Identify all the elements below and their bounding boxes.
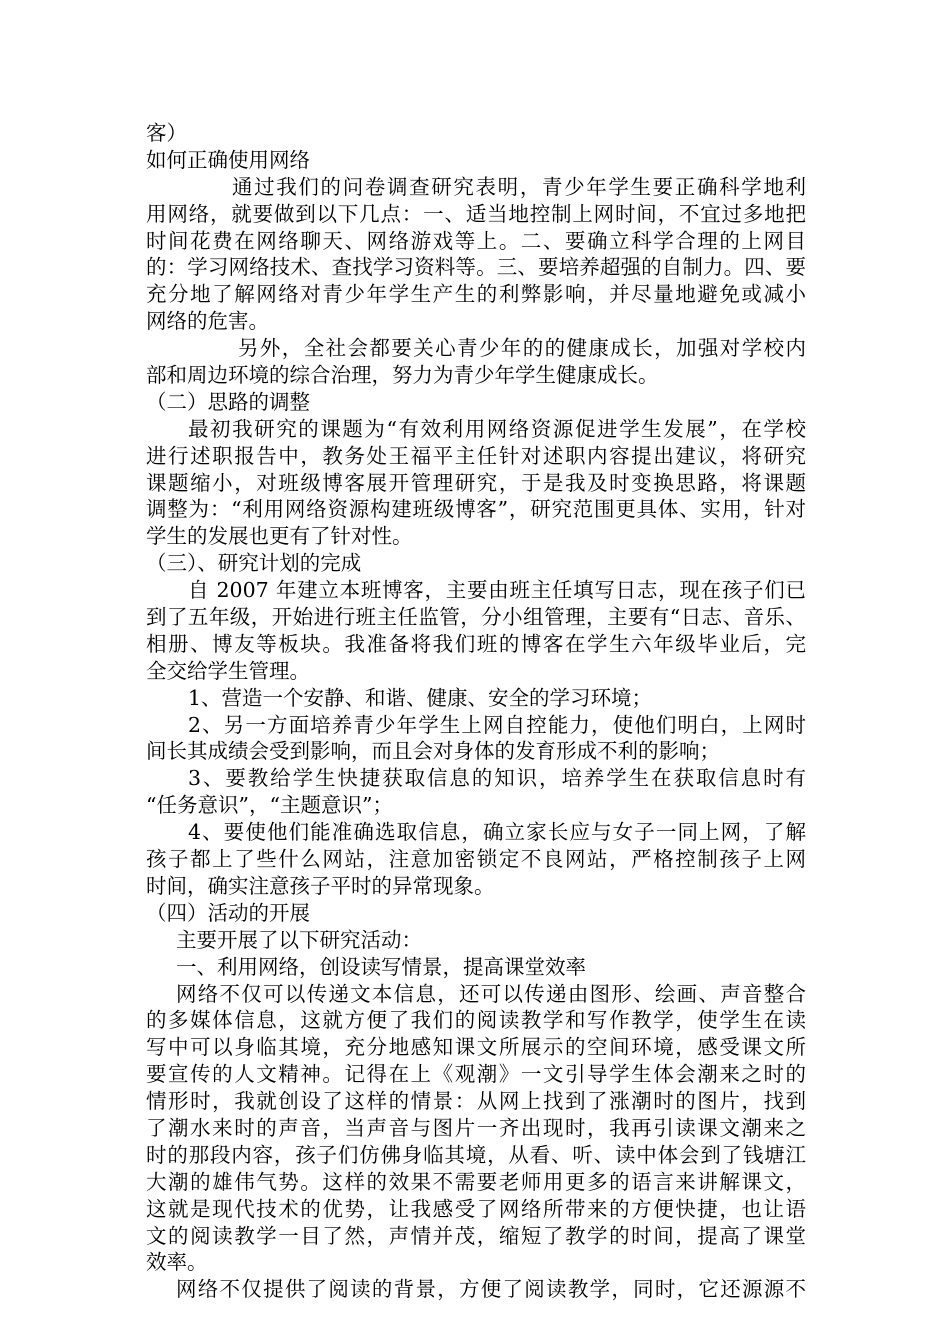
- text-line: 情形时，我就创设了这样的情景：从网上找到了涨潮时的图片，找到: [146, 1089, 806, 1114]
- text-line: 进行述职报告中，教务处王福平主任针对述职内容提出建议，将研究: [146, 443, 806, 468]
- text-line: 写中可以身临其境，充分地感知课文所展示的空间环境，感受课文所: [146, 1035, 806, 1060]
- text-line: 一、利用网络，创设读写情景，提高课堂效率: [176, 954, 586, 979]
- text-line: 文的阅读教学一目了然，声情并茂，缩短了教学的时间，提高了课堂: [146, 1223, 806, 1248]
- text-line: “任务意识”，“主题意识”；: [146, 793, 393, 818]
- text-line: 孩子都上了些什么网站，注意加密锁定不良网站，严格控制孩子上网: [146, 847, 806, 872]
- text-line: 的多媒体信息，这就方便了我们的阅读教学和写作教学，使学生在读: [146, 1008, 806, 1033]
- text-line: 网络的危害。: [146, 309, 269, 334]
- text-line: 时间花费在网络聊天、网络游戏等上。二、要确立科学合理的上网目: [146, 228, 806, 253]
- text-line: （二）思路的调整: [146, 389, 310, 414]
- text-line: 课题缩小，对班级博客展开管理研究，于是我及时变换思路，将课题: [146, 470, 806, 495]
- text-line: 的：学习网络技术、查找学习资料等。三、要培养超强的自制力。四、要: [146, 255, 806, 280]
- text-line: 时的那段内容，孩子们仿佛身临其境，从看、听、读中体会到了钱塘江: [146, 1142, 806, 1167]
- text-line: 学生的发展也更有了针对性。: [146, 524, 413, 549]
- text-line: 部和周边环境的综合治理，努力为青少年学生健康成长。: [146, 363, 659, 388]
- text-line: 这就是现代技术的优势，让我感受了网络所带来的方便快捷，也让语: [146, 1196, 806, 1221]
- text-line: 充分地了解网络对青少年学生产生的利弊影响，并尽量地避免或减小: [146, 282, 806, 307]
- text-line: 4、要使他们能准确选取信息，确立家长应与女子一同上网，了解: [188, 820, 806, 845]
- text-line: 网络不仅提供了阅读的背景，方便了阅读教学，同时，它还源源不: [176, 1277, 806, 1302]
- text-line: 3、要教给学生快捷获取信息的知识，培养学生在获取信息时有: [188, 766, 806, 791]
- text-line: 最初我研究的课题为“有效利用网络资源促进学生发展”，在学校: [188, 416, 806, 441]
- text-line: 客）: [146, 121, 187, 145]
- text-line: 主要开展了以下研究活动：: [176, 927, 422, 952]
- text-line: 如何正确使用网络: [146, 147, 310, 172]
- text-line: （四）活动的开展: [146, 900, 310, 925]
- text-line: 相册、博友等板块。我准备将我们班的博客在学生六年级毕业后，完: [146, 631, 806, 656]
- text-line: 时间，确实注意孩子平时的异常现象。: [146, 873, 495, 898]
- text-line: （三）、研究计划的完成: [146, 551, 362, 576]
- text-line: 效率。: [146, 1250, 208, 1275]
- text-line: 了潮水来时的声音，当声音与图片一齐出现时，我再引读课文潮来之: [146, 1115, 806, 1140]
- text-line: 调整为：“利用网络资源构建班级博客”，研究范围更具体、实用，针对: [146, 497, 806, 522]
- text-line: 自 2007 年建立本班博客，主要由班主任填写日志，现在孩子们已: [188, 578, 806, 603]
- text-line: 1、营造一个安静、和谐、健康、安全的学习环境；: [188, 685, 653, 710]
- text-line: 2、另一方面培养青少年学生上网自控能力，使他们明白，上网时: [188, 712, 806, 737]
- text-line: 另外，全社会都要关心青少年的的健康成长，加强对学校内: [238, 336, 806, 361]
- text-line: 要宣传的人文精神。记得在上《观潮》一文引导学生体会潮来之时的: [146, 1062, 806, 1087]
- text-line: 通过我们的问卷调查研究表明，青少年学生要正确科学地利: [232, 174, 806, 199]
- document-body: [146, 120, 806, 1303]
- text-line: 大潮的雄伟气势。这样的效果不需要老师用更多的语言来讲解课文，: [146, 1169, 806, 1194]
- text-line: 间长其成绩会受到影响，而且会对身体的发育形成不利的影响；: [146, 739, 720, 764]
- text-line: 用网络，就要做到以下几点：一、适当地控制上网时间，不宜过多地把: [146, 201, 806, 226]
- text-line: 到了五年级，开始进行班主任监管，分小组管理，主要有“日志、音乐、: [146, 605, 806, 630]
- text-line: 全交给学生管理。: [146, 658, 310, 683]
- text-line: 网络不仅可以传递文本信息，还可以传递由图形、绘画、声音整合: [176, 981, 806, 1006]
